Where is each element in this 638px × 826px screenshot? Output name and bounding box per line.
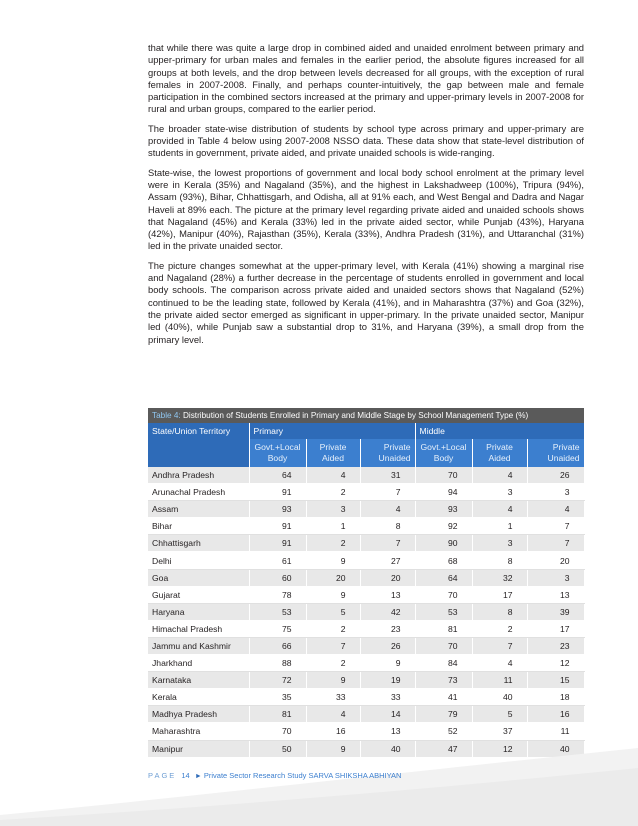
value-cell: 9	[306, 740, 360, 757]
state-name-cell: Goa	[148, 569, 249, 586]
table-row	[148, 672, 584, 689]
value-cell: 61	[249, 552, 306, 569]
value-cell: 9	[306, 672, 360, 689]
value-cell: 70	[415, 467, 472, 484]
value-cell: 40	[360, 740, 415, 757]
table-header-row	[148, 423, 584, 439]
value-cell: 12	[527, 655, 584, 672]
value-cell: 7	[306, 637, 360, 654]
value-cell: 42	[360, 603, 415, 620]
enrolment-table	[148, 423, 585, 758]
value-cell: 8	[472, 552, 527, 569]
value-cell: 4	[306, 706, 360, 723]
table-row	[148, 518, 584, 535]
value-cell: 17	[527, 620, 584, 637]
body-text	[148, 42, 584, 353]
value-cell: 13	[360, 586, 415, 603]
state-name-cell: Bihar	[148, 518, 249, 535]
value-cell: 35	[249, 689, 306, 706]
value-cell: 9	[306, 552, 360, 569]
footer-page-word: PAGE	[148, 771, 177, 780]
column-header-primary-aided	[306, 439, 360, 467]
state-name-cell: Manipur	[148, 740, 249, 757]
value-cell: 52	[415, 723, 472, 740]
value-cell: 91	[249, 484, 306, 501]
value-cell: 2	[472, 620, 527, 637]
table-row	[148, 586, 584, 603]
value-cell: 8	[472, 603, 527, 620]
table-row	[148, 535, 584, 552]
column-header-middle-aided	[472, 439, 527, 467]
table-row	[148, 603, 584, 620]
value-cell: 73	[415, 672, 472, 689]
state-name-cell: Delhi	[148, 552, 249, 569]
value-cell: 4	[306, 467, 360, 484]
value-cell: 2	[306, 484, 360, 501]
value-cell: 13	[527, 586, 584, 603]
value-cell: 5	[472, 706, 527, 723]
subheader-line: Aided	[322, 453, 344, 463]
table-caption	[148, 408, 584, 423]
column-subheader-blank	[148, 439, 249, 467]
state-name-cell: Kerala	[148, 689, 249, 706]
table-body	[148, 467, 584, 757]
value-cell: 1	[306, 518, 360, 535]
subheader-line: Private	[552, 442, 580, 452]
state-name-cell: Chhattisgarh	[148, 535, 249, 552]
subheader-line: Private	[486, 442, 513, 452]
value-cell: 5	[306, 603, 360, 620]
value-cell: 7	[527, 535, 584, 552]
value-cell: 27	[360, 552, 415, 569]
value-cell: 41	[415, 689, 472, 706]
value-cell: 93	[249, 501, 306, 518]
value-cell: 68	[415, 552, 472, 569]
value-cell: 3	[527, 484, 584, 501]
value-cell: 20	[527, 552, 584, 569]
column-group-middle: Middle	[415, 423, 584, 439]
table-row	[148, 655, 584, 672]
footer-arrow-icon: ►	[194, 773, 202, 780]
footer-study-title: Private Sector Research Study	[203, 771, 307, 780]
value-cell: 13	[360, 723, 415, 740]
value-cell: 26	[360, 637, 415, 654]
value-cell: 19	[360, 672, 415, 689]
value-cell: 20	[306, 569, 360, 586]
value-cell: 9	[306, 586, 360, 603]
subheader-line: Govt.+Local	[420, 442, 467, 452]
value-cell: 70	[415, 586, 472, 603]
value-cell: 64	[415, 569, 472, 586]
value-cell: 7	[472, 637, 527, 654]
table-row	[148, 552, 584, 569]
page-footer	[148, 771, 401, 780]
table-row	[148, 484, 584, 501]
column-header-primary-govt	[249, 439, 306, 467]
state-name-cell: Andhra Pradesh	[148, 467, 249, 484]
value-cell: 4	[472, 467, 527, 484]
paragraph-4: The picture changes somewhat at the upper-primary level, with Kerala (41%) showing a marginal rise and Nagaland (28%) a further decrease in the percentage of students enrolled in government and local body schools. The comparison across private aided and unaided sectors shows that Nagaland (52%) continued to be the leading state, followed by Kerala (41%), and in Maharashtra (37%) and Goa (32%), the private aided sector emerged as significant in upper-primary. In the private unaided sector, Manipur led (40%), while Punjab saw a substantial drop to 31%, and Haryana (39%), a small drop from the primary level.	[148, 259, 584, 345]
value-cell: 66	[249, 637, 306, 654]
state-name-cell: Arunachal Pradesh	[148, 484, 249, 501]
value-cell: 94	[415, 484, 472, 501]
state-name-cell: Jammu and Kashmir	[148, 637, 249, 654]
value-cell: 81	[249, 706, 306, 723]
value-cell: 91	[249, 535, 306, 552]
value-cell: 33	[306, 689, 360, 706]
table-row	[148, 501, 584, 518]
table-row	[148, 569, 584, 586]
subheader-line: Aided	[488, 453, 511, 463]
table-caption-label: Table 4:	[152, 411, 181, 420]
subheader-line: Unaided	[378, 453, 411, 463]
value-cell: 4	[360, 501, 415, 518]
value-cell: 15	[527, 672, 584, 689]
value-cell: 88	[249, 655, 306, 672]
value-cell: 32	[472, 569, 527, 586]
value-cell: 3	[306, 501, 360, 518]
value-cell: 64	[249, 467, 306, 484]
value-cell: 16	[306, 723, 360, 740]
state-name-cell: Himachal Pradesh	[148, 620, 249, 637]
value-cell: 9	[360, 655, 415, 672]
value-cell: 20	[360, 569, 415, 586]
value-cell: 7	[527, 518, 584, 535]
state-name-cell: Madhya Pradesh	[148, 706, 249, 723]
table-row	[148, 620, 584, 637]
value-cell: 7	[360, 484, 415, 501]
table-row	[148, 689, 584, 706]
subheader-line: Unaided	[547, 453, 580, 463]
value-cell: 40	[472, 689, 527, 706]
state-name-cell: Jharkhand	[148, 655, 249, 672]
state-name-cell: Maharashtra	[148, 723, 249, 740]
value-cell: 92	[415, 518, 472, 535]
value-cell: 16	[527, 706, 584, 723]
value-cell: 33	[360, 689, 415, 706]
value-cell: 7	[360, 535, 415, 552]
value-cell: 72	[249, 672, 306, 689]
value-cell: 11	[472, 672, 527, 689]
table-subheader-row	[148, 439, 584, 467]
state-name-cell: Gujarat	[148, 586, 249, 603]
column-header-middle-unaided	[527, 439, 584, 467]
value-cell: 12	[472, 740, 527, 757]
value-cell: 1	[472, 518, 527, 535]
value-cell: 78	[249, 586, 306, 603]
value-cell: 18	[527, 689, 584, 706]
table-row	[148, 637, 584, 654]
value-cell: 23	[360, 620, 415, 637]
value-cell: 17	[472, 586, 527, 603]
value-cell: 81	[415, 620, 472, 637]
subheader-line: Body	[267, 453, 288, 463]
value-cell: 70	[415, 637, 472, 654]
subheader-line: Private	[383, 442, 411, 452]
value-cell: 23	[527, 637, 584, 654]
value-cell: 3	[472, 535, 527, 552]
table-4	[148, 408, 584, 758]
paragraph-2: The broader state-wise distribution of students by school type across primary and upper-primary are provided in Table 4 below using 2007-2008 NSSO data. These data show that state-level distribution of students in government, private aided, and private unaided schools is wide-ranging.	[148, 122, 584, 159]
value-cell: 2	[306, 655, 360, 672]
value-cell: 39	[527, 603, 584, 620]
table-caption-text: Distribution of Students Enrolled in Primary and Middle Stage by School Management Type (%)	[180, 411, 529, 420]
value-cell: 4	[472, 501, 527, 518]
column-header-middle-govt	[415, 439, 472, 467]
paragraph-1: that while there was quite a large drop in combined aided and unaided enrolment between primary and upper-primary for urban males and females in the earlier period, the absolute figures increased for all groups at both levels, and the drop between levels decreased for all groups, with the exception of rural females in 2007-2008. Finally, and perhaps counter-intuitively, the gap between male and female participation in the combined sectors increased at the primary and upper-primary levels in 2007-2008 for rural and urban groups, compared to the earlier period.	[148, 42, 584, 115]
value-cell: 53	[415, 603, 472, 620]
value-cell: 37	[472, 723, 527, 740]
value-cell: 91	[249, 518, 306, 535]
value-cell: 4	[472, 655, 527, 672]
paragraph-3: State-wise, the lowest proportions of government and local body school enrolment at the primary level were in Kerala (35%) and Nagaland (35%), and the highest in Lakshadweep (100%), Tripura (94%), Assam (93%), Bihar, Chhattisgarh, and Odisha, all at 91% each, and West Bengal and Dadra and Nagar Haveli at 89% each. The picture at the primary level regarding private aided and unaided schools shows that Nagaland (45%) and Kerala (33%) led in the private aided sector, while Punjab (43%), Haryana (42%), Manipur (40%), Rajasthan (35%), Kerala (33%), Andhra Pradesh (31%), and Uttaranchal (31%) led in the private unaided sector.	[148, 166, 584, 252]
value-cell: 75	[249, 620, 306, 637]
subheader-line: Govt.+Local	[254, 442, 301, 452]
state-name-cell: Karnataka	[148, 672, 249, 689]
value-cell: 70	[249, 723, 306, 740]
footer-page-number: 14	[181, 771, 190, 780]
subheader-line: Private	[319, 442, 347, 452]
value-cell: 40	[527, 740, 584, 757]
value-cell: 84	[415, 655, 472, 672]
value-cell: 26	[527, 467, 584, 484]
value-cell: 47	[415, 740, 472, 757]
footer-abhiyan: SARVA SHIKSHA ABHIYAN	[308, 771, 402, 780]
table-row	[148, 467, 584, 484]
value-cell: 60	[249, 569, 306, 586]
value-cell: 50	[249, 740, 306, 757]
value-cell: 90	[415, 535, 472, 552]
column-header-primary-unaided	[360, 439, 415, 467]
value-cell: 93	[415, 501, 472, 518]
value-cell: 53	[249, 603, 306, 620]
column-group-primary: Primary	[249, 423, 415, 439]
value-cell: 8	[360, 518, 415, 535]
value-cell: 14	[360, 706, 415, 723]
value-cell: 2	[306, 535, 360, 552]
value-cell: 31	[360, 467, 415, 484]
value-cell: 4	[527, 501, 584, 518]
value-cell: 2	[306, 620, 360, 637]
value-cell: 3	[527, 569, 584, 586]
value-cell: 79	[415, 706, 472, 723]
subheader-line: Body	[433, 453, 454, 463]
value-cell: 3	[472, 484, 527, 501]
state-name-cell: Haryana	[148, 603, 249, 620]
state-name-cell: Assam	[148, 501, 249, 518]
value-cell: 11	[527, 723, 584, 740]
column-header-state: State/Union Territory	[148, 423, 249, 439]
